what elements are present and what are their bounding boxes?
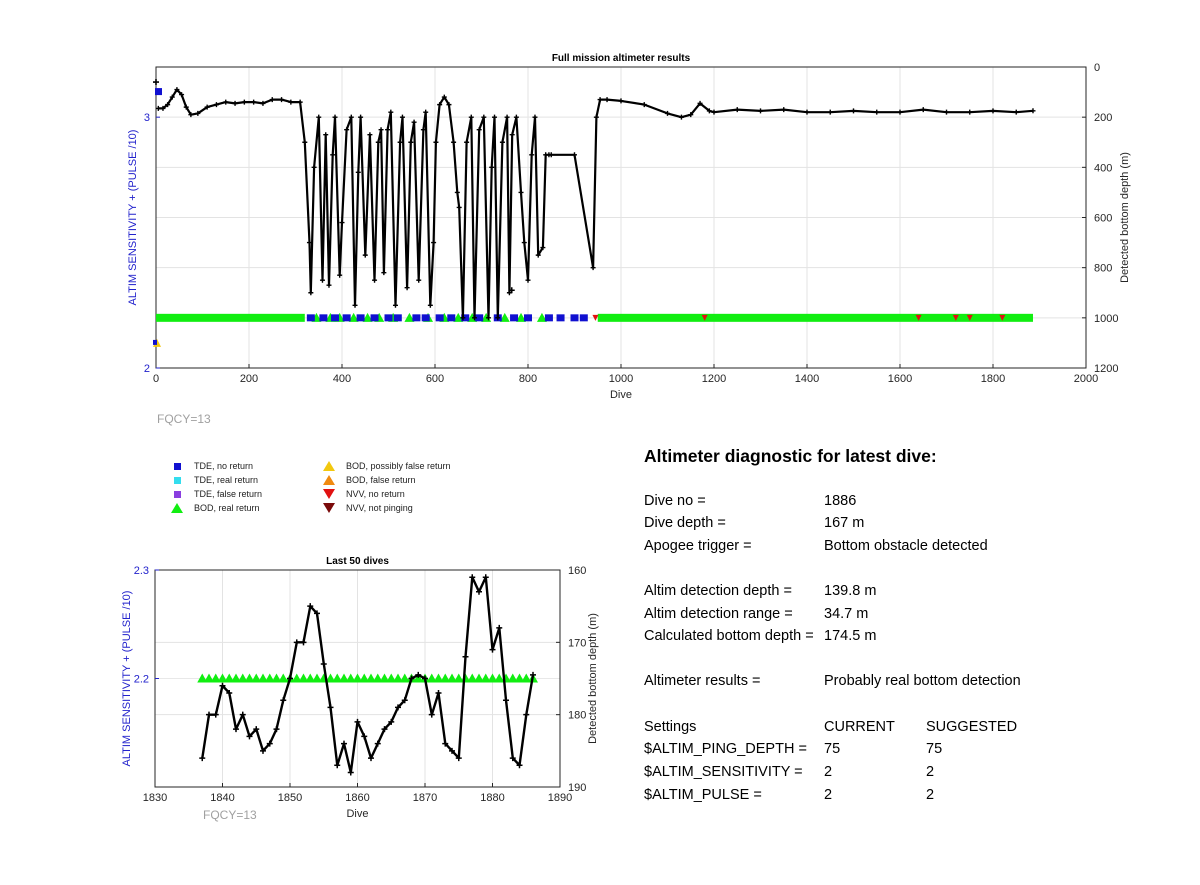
mission-x-tick-label: 1400 — [794, 373, 820, 385]
legend-marker-triangle-down-icon — [323, 489, 335, 499]
legend-item-tde-real-return — [160, 474, 258, 486]
mission-x-tick-label: 600 — [425, 373, 445, 385]
results-row — [644, 673, 1021, 689]
mission-tde-marker — [385, 314, 393, 321]
last50-y-left-label: ALTIM SENSITIVITY + (PULSE /10) — [121, 590, 133, 767]
last50-x-tick-label: 1890 — [547, 792, 573, 804]
mission-bod-band — [156, 314, 305, 322]
mission-x-tick-label: 400 — [332, 373, 352, 385]
mission-yr-tick-label: 600 — [1094, 212, 1113, 225]
legend-marker-square-icon — [174, 463, 181, 470]
last50-yr-tick-label: 160 — [568, 565, 587, 577]
mission-yr-tick-label: 200 — [1094, 112, 1113, 125]
legend-item-bod-real-return — [160, 502, 260, 514]
last50-title: Last 50 dives — [326, 556, 389, 567]
altim-depth-value: 139.8 m — [824, 583, 877, 599]
mission-x-tick-label: 2000 — [1073, 373, 1099, 385]
setting-row-pulse — [644, 787, 935, 803]
mission-x-tick-label: 0 — [152, 373, 160, 385]
legend-marker-triangle-icon — [171, 503, 183, 513]
last50-yr-tick-label: 190 — [568, 782, 587, 794]
mission-yr-tick-label: 0 — [1094, 62, 1101, 74]
settings-header-row — [644, 719, 1018, 735]
calc-depth-row — [644, 628, 877, 644]
mission-x-tick-label: 1800 — [980, 373, 1006, 385]
legend-label: BOD, possibly false return — [346, 461, 451, 471]
legend-label: NVV, no return — [346, 489, 405, 499]
calc-depth-value: 174.5 m — [824, 628, 877, 644]
setting-name: $ALTIM_PING_DEPTH = — [644, 741, 807, 757]
mission-x-label: Dive — [609, 389, 633, 401]
mission-tde-marker — [357, 314, 365, 321]
legend-label: BOD, false return — [346, 475, 416, 485]
legend-marker-triangle-icon — [323, 461, 335, 471]
mission-yl-tick-label: 3 — [143, 112, 150, 125]
legend-marker-square-icon — [174, 477, 181, 484]
last50-x-tick-label: 1830 — [142, 792, 168, 804]
apogee-label: Apogee trigger = — [644, 538, 752, 554]
last50-yr-tick-label: 170 — [568, 637, 587, 650]
legend-label: TDE, real return — [194, 475, 259, 485]
altim-range-row — [644, 606, 869, 622]
legend-label: TDE, no return — [194, 461, 254, 471]
mission-tde-marker — [371, 314, 379, 321]
dive-depth-label: Dive depth = — [644, 515, 726, 531]
mission-tde-marker — [557, 314, 565, 321]
legend-item-tde-false-return — [160, 488, 262, 500]
setting-row-ping-depth — [644, 741, 943, 757]
results-value: Probably real bottom detection — [824, 673, 1021, 689]
mission-tde-marker — [545, 314, 553, 321]
mission-x-tick-label: 200 — [239, 373, 259, 385]
mission-x-tick-label: 1600 — [887, 373, 913, 385]
setting-suggested: 75 — [926, 741, 943, 757]
setting-row-sensitivity — [644, 764, 935, 780]
setting-name: $ALTIM_PULSE = — [644, 787, 762, 803]
setting-name: $ALTIM_SENSITIVITY = — [644, 764, 803, 780]
setting-current: 2 — [824, 787, 833, 803]
mission-title: Full mission altimeter results — [551, 53, 691, 64]
setting-suggested: 2 — [926, 764, 935, 780]
mission-tde-marker — [331, 314, 339, 321]
current-header: CURRENT — [824, 719, 895, 735]
mission-yr-tick-label: 1200 — [1094, 363, 1119, 375]
dive-no-label: Dive no = — [644, 493, 706, 509]
last50-x-tick-label: 1840 — [210, 792, 235, 804]
mission-tde-marker — [510, 314, 518, 321]
legend-item-nvv-no-return — [312, 488, 405, 500]
mission-y-right-label: Detected bottom depth (m) — [1119, 152, 1131, 283]
setting-suggested: 2 — [926, 787, 935, 803]
calc-depth-label: Calculated bottom depth = — [644, 628, 814, 644]
mission-tde-marker — [447, 314, 455, 321]
apogee-row — [644, 538, 988, 554]
mission-yr-tick-label: 800 — [1094, 262, 1113, 275]
mission-tde-marker — [524, 314, 532, 321]
mission-x-tick-label: 1200 — [701, 373, 727, 385]
last50-yr-tick-label: 180 — [568, 709, 587, 722]
mission-x-tick-label: 800 — [518, 373, 538, 385]
settings-label: Settings — [644, 719, 697, 735]
mission-first-tde-low-marker — [153, 340, 157, 345]
mission-tde-marker — [422, 314, 430, 321]
legend-label: NVV, not pinging — [346, 503, 413, 513]
mission-yl-tick-label: 2 — [143, 363, 150, 375]
mission-tde-marker — [412, 314, 420, 321]
legend-item-nvv-not-pinging — [312, 502, 413, 514]
dive-depth-value: 167 m — [824, 515, 865, 531]
mission-y-left-label: ALTIM SENSITIVITY + (PULSE /10) — [127, 129, 139, 306]
mission-yr-tick-label: 1000 — [1094, 312, 1119, 325]
altim-depth-row — [644, 583, 877, 599]
legend-item-tde-no-return — [160, 460, 253, 472]
mission-chart — [127, 53, 1131, 401]
setting-current: 2 — [824, 764, 833, 780]
dive-no-row — [644, 493, 857, 509]
fqcy-annotation-top: FQCY=13 — [157, 412, 211, 426]
altim-range-value: 34.7 m — [824, 606, 869, 622]
legend-marker-triangle-icon — [323, 475, 335, 485]
dive-depth-row — [644, 515, 865, 531]
mission-tde-marker — [307, 314, 315, 321]
last50-y-right-label: Detected bottom depth (m) — [587, 613, 599, 744]
altim-range-label: Altim detection range = — [644, 606, 793, 622]
mission-tde-marker — [436, 314, 444, 321]
mission-tde-marker — [343, 314, 351, 321]
results-label: Altimeter results = — [644, 673, 761, 689]
legend-label: TDE, false return — [194, 489, 263, 499]
apogee-value: Bottom obstacle detected — [824, 538, 988, 554]
setting-current: 75 — [824, 741, 841, 757]
mission-tde-marker — [571, 314, 579, 321]
legend — [160, 460, 490, 520]
last50-chart — [121, 556, 599, 820]
last50-yl-tick-label: 2.3 — [133, 565, 149, 577]
last50-x-tick-label: 1870 — [412, 792, 438, 804]
fqcy-annotation-bottom: FQCY=13 — [203, 808, 257, 822]
last50-yl-tick-label: 2.2 — [133, 673, 149, 686]
legend-marker-triangle-down-icon — [323, 503, 335, 513]
last50-x-tick-label: 1850 — [277, 792, 303, 804]
mission-tde-marker — [580, 314, 588, 321]
legend-marker-square-icon — [174, 491, 181, 498]
diagnostic-title: Altimeter diagnostic for latest dive: — [644, 446, 937, 466]
dive-no-value: 1886 — [824, 493, 857, 509]
legend-item-bod-false-return — [312, 474, 416, 486]
mission-tde-marker — [319, 314, 327, 321]
mission-yr-tick-label: 400 — [1094, 162, 1113, 175]
mission-tde-marker — [394, 314, 402, 321]
mission-x-tick-label: 1000 — [608, 373, 634, 385]
legend-label: BOD, real return — [194, 503, 260, 513]
legend-item-bod-possibly-false — [312, 460, 451, 472]
altim-depth-label: Altim detection depth = — [644, 583, 792, 599]
last50-x-label: Dive — [346, 808, 369, 820]
last50-x-tick-label: 1880 — [480, 792, 505, 804]
last50-x-tick-label: 1860 — [345, 792, 370, 804]
suggested-header: SUGGESTED — [926, 719, 1018, 735]
mission-first-tde-marker — [155, 88, 162, 95]
